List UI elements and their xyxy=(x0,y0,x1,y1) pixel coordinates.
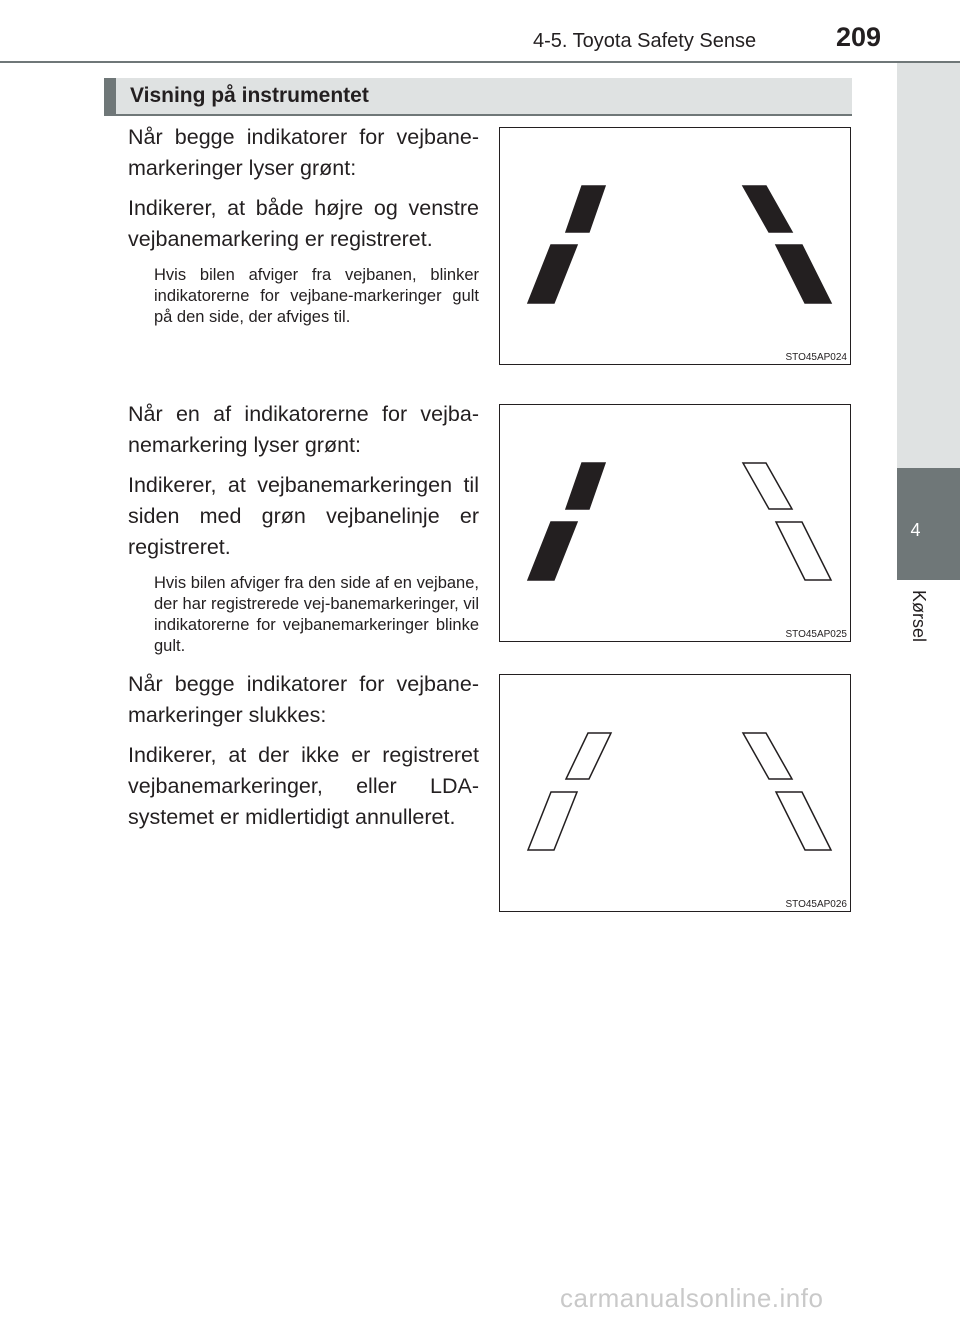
left-lane-line-lower xyxy=(528,245,577,303)
chapter-name: Kørsel xyxy=(909,590,929,643)
indicator-item-2 xyxy=(128,399,479,657)
lane-indicator-figure-2 xyxy=(499,404,851,642)
figure-code: STO45AP026 xyxy=(785,899,847,910)
side-tab-background xyxy=(897,63,960,468)
item-heading: Når en af indikatorerne for vejba-nemarkering lyser grønt: xyxy=(128,402,479,457)
indicator-item-3 xyxy=(128,669,479,833)
section-accent xyxy=(104,78,116,114)
item-note: Hvis bilen afviger fra den side af en vejbane, der har registrerede vej-banemarkeringer, vil indikatorerne for vejbanemarkeringer blinke gult. xyxy=(154,574,479,655)
right-lane-line-lower xyxy=(776,245,831,303)
indicator-item-1 xyxy=(128,122,479,328)
section-title: Visning på instrumentet xyxy=(130,84,369,107)
watermark: carmanualsonline.info xyxy=(560,1283,824,1313)
lane-lines-diagram xyxy=(500,405,852,643)
left-lane-line-lower xyxy=(528,792,577,850)
item-meaning: Indikerer, at vejbanemarkeringen til siden med grøn vejbanelinje er registreret. xyxy=(128,473,479,559)
item-meaning: Indikerer, at der ikke er registreret vejbanemarkeringer, eller LDA-systemet er midlertidigt annulleret. xyxy=(128,743,479,829)
right-lane-line-lower xyxy=(776,522,831,580)
left-lane-line-upper xyxy=(566,733,611,779)
chapter-number: 4 xyxy=(910,520,921,540)
lane-indicator-figure-1 xyxy=(499,127,851,365)
lane-lines-diagram xyxy=(500,128,852,366)
right-lane-line-upper xyxy=(743,733,792,779)
item-heading: Når begge indikatorer for vejbane-markeringer slukkes: xyxy=(128,672,479,727)
item-note: Hvis bilen afviger fra vejbanen, blinker indikatorerne for vejbane-markeringer gult på den side, der afviges til. xyxy=(154,266,479,326)
right-lane-line-upper xyxy=(743,463,792,509)
figure-code: STO45AP025 xyxy=(785,629,847,640)
header-title: 4-5. Toyota Safety Sense xyxy=(533,30,757,52)
lane-indicator-figure-3 xyxy=(499,674,851,912)
lane-lines-diagram xyxy=(500,675,852,913)
right-lane-line-lower xyxy=(776,792,831,850)
header-rule xyxy=(0,61,960,63)
figure-code: STO45AP024 xyxy=(785,352,847,363)
section-header xyxy=(104,78,852,116)
left-lane-line-upper xyxy=(566,463,605,509)
page-number: 209 xyxy=(836,22,882,52)
left-lane-line-lower xyxy=(528,522,577,580)
item-heading: Når begge indikatorer for vejbane-markeringer lyser grønt: xyxy=(128,125,479,180)
right-lane-line-upper xyxy=(743,186,792,232)
item-meaning: Indikerer, at både højre og venstre vejbanemarkering er registreret. xyxy=(128,196,479,251)
left-lane-line-upper xyxy=(566,186,605,232)
